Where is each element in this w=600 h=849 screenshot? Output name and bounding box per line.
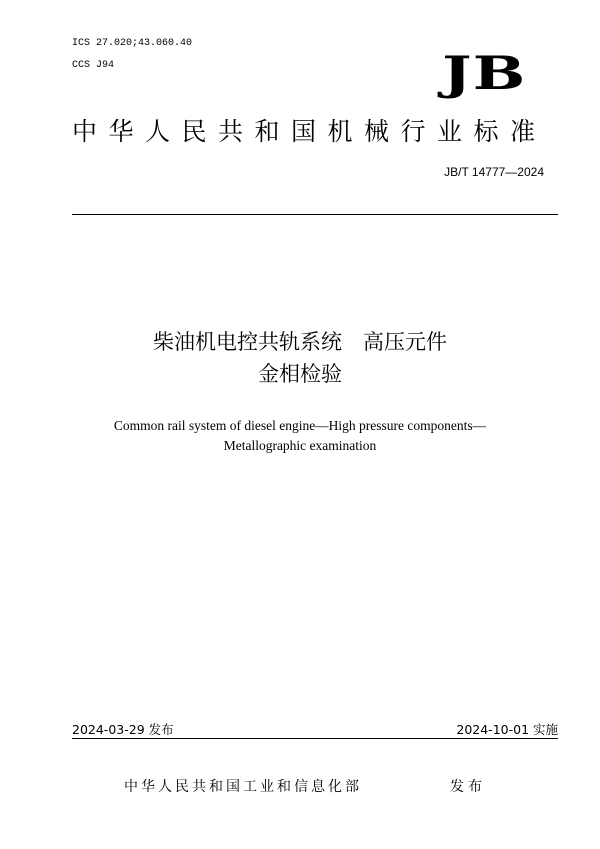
chinese-title (0, 326, 600, 390)
english-title-line-2: Metallographic examination (223, 438, 377, 453)
chinese-title-line-2: 金相检验 (258, 362, 342, 386)
top-divider (72, 214, 558, 215)
chinese-title-line-1: 柴油机电控共轨系统 高压元件 (153, 330, 447, 354)
english-title-line-1: Common rail system of diesel engine—High pressure components— (113, 418, 487, 433)
standard-number: JB/T 14777—2024 (444, 165, 544, 179)
jb-logo: JB (442, 46, 527, 100)
english-title (0, 416, 600, 456)
industry-standard-title: 中华人民共和国机械行业标准 (72, 117, 547, 146)
bottom-divider (72, 738, 558, 739)
ccs-code: CCS J94 (72, 60, 115, 71)
issuing-authority: 中华人民共和国工业和信息化部 (124, 779, 362, 795)
implementation-date: 2024-10-01 实施 (456, 722, 558, 737)
ics-code: ICS 27.020;43.060.40 (72, 38, 193, 49)
issuing-action: 发布 (450, 779, 486, 795)
issue-date: 2024-03-29 发布 (72, 722, 174, 737)
